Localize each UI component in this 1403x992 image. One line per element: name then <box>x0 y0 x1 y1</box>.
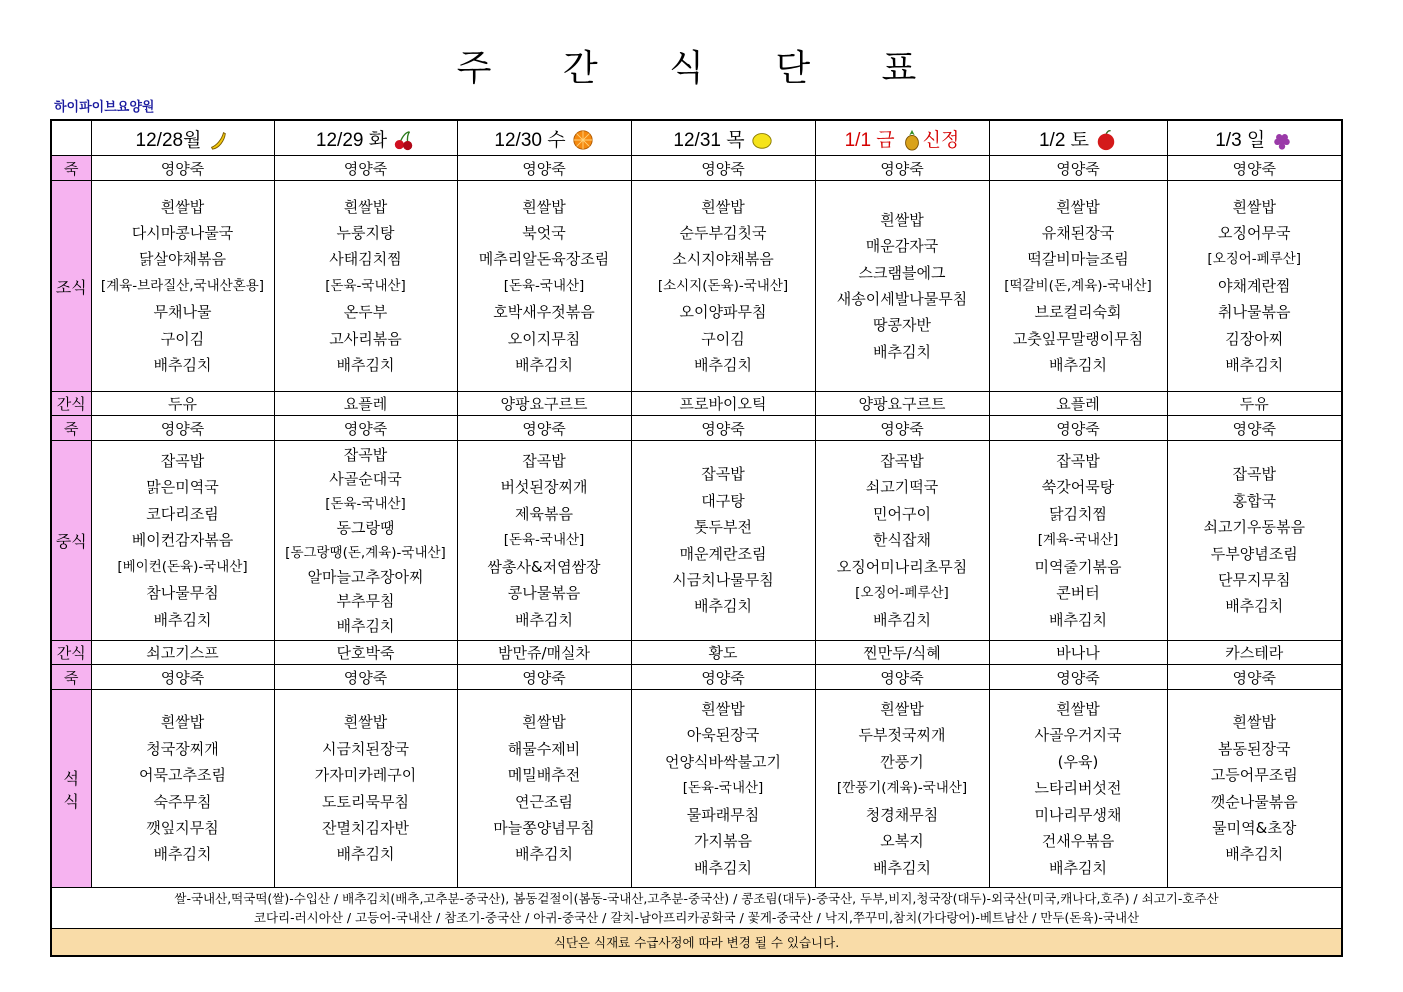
menu-cell: 영양죽 <box>274 416 457 441</box>
menu-cell: 영양죽 <box>457 665 631 690</box>
menu-cell: 영양죽 <box>1167 665 1342 690</box>
menu-cell: 찐만두/식혜 <box>815 641 989 665</box>
day-header-row <box>51 120 1342 156</box>
lunch-row <box>51 441 1342 641</box>
menu-cell: 영양죽 <box>631 156 815 181</box>
row-label: 중식 <box>51 441 91 641</box>
row-label: 죽 <box>51 156 91 181</box>
menu-cell: 흰쌀밥 순두부김칫국 소시지야채볶음 [소시지(돈육)-국내산] 오이양파무침 구이김 배추김치 <box>631 181 815 392</box>
menu-cell: 흰쌀밥 사골우거지국 (우육) 느타리버섯전 미나리무생채 건새우볶음 배추김치 <box>989 690 1167 888</box>
menu-cell: 영양죽 <box>274 665 457 690</box>
day-header: 1/2 토 <box>989 120 1167 156</box>
origin-info <box>51 888 1342 929</box>
day-header: 12/31 목 <box>631 120 815 156</box>
menu-cell: 단호박죽 <box>274 641 457 665</box>
menu-cell: 흰쌀밥 시금치된장국 가자미카레구이 도토리묵무침 잔멸치김자반 배추김치 <box>274 690 457 888</box>
origin-row <box>51 888 1342 929</box>
menu-cell: 흰쌀밥 누룽지탕 사태김치찜 [돈육-국내산] 온두부 고사리볶음 배추김치 <box>274 181 457 392</box>
menu-cell: 두유 <box>1167 392 1342 416</box>
juk-row <box>51 665 1342 690</box>
menu-cell: 영양죽 <box>457 416 631 441</box>
menu-cell: 흰쌀밥 다시마콩나물국 닭살야채볶음 [계육-브라질산,국내산혼용] 무채나물 구이김 배추김치 <box>91 181 274 392</box>
menu-cell: 황도 <box>631 641 815 665</box>
menu-cell: 흰쌀밥 봄동된장국 고등어무조림 깻순나물볶음 물미역&초장 배추김치 <box>1167 690 1342 888</box>
holiday-label: 신정 <box>922 129 960 151</box>
menu-cell: 영양죽 <box>815 665 989 690</box>
origin-line: 쌀-국내산,떡국떡(쌀)-수입산 / 배추김치(배추,고추분-중국산), 봄동겉절이(봄동-국내산,고추분-중국산) / 콩조림(대두)-중국산, 두부,비지,청국장(대두)-외국산(미국,캐나다,호주) / 쇠고기-호주산 <box>174 891 1219 906</box>
menu-cell: 잡곡밥 버섯된장찌개 제육볶음 [돈육-국내산] 쌈총사&저염쌈장 콩나물볶음 배추김치 <box>457 441 631 641</box>
menu-cell: 영양죽 <box>457 156 631 181</box>
menu-cell: 잡곡밥 대구탕 톳두부전 매운계란조림 시금치나물무침 배추김치 <box>631 441 815 641</box>
notice-row <box>51 929 1342 957</box>
day-header: 12/30 수 <box>457 120 631 156</box>
menu-cell: 양팡요구르트 <box>457 392 631 416</box>
grape-icon <box>1271 129 1293 151</box>
menu-cell: 흰쌀밥 유채된장국 떡갈비마늘조림 [떡갈비(돈,계육)-국내산] 브로컬리숙회 고춧잎무말랭이무침 배추김치 <box>989 181 1167 392</box>
menu-cell: 흰쌀밥 두부젓국찌개 깐풍기 [깐풍기(계육)-국내산] 청경채무침 오복지 배추김치 <box>815 690 989 888</box>
row-label: 간식 <box>51 641 91 665</box>
juk-row <box>51 416 1342 441</box>
menu-cell: 영양죽 <box>989 416 1167 441</box>
dinner-row <box>51 690 1342 888</box>
menu-cell: 흰쌀밥 오징어무국 [오징어-페루산] 야채계란찜 취나물볶음 김장아찌 배추김치 <box>1167 181 1342 392</box>
menu-cell: 영양죽 <box>274 156 457 181</box>
menu-cell: 영양죽 <box>91 156 274 181</box>
orange-icon <box>572 129 594 151</box>
snack-row <box>51 392 1342 416</box>
weekly-menu-table <box>50 119 1343 957</box>
menu-cell: 영양죽 <box>1167 156 1342 181</box>
menu-cell: 영양죽 <box>91 665 274 690</box>
menu-cell: 잡곡밥 홍합국 쇠고기우동볶음 두부양념조림 단무지무침 배추김치 <box>1167 441 1342 641</box>
menu-cell: 잡곡밥 쑥갓어묵탕 닭김치찜 [계육-국내산] 미역줄기볶음 콘버터 배추김치 <box>989 441 1167 641</box>
menu-cell: 요플레 <box>274 392 457 416</box>
row-label: 죽 <box>51 665 91 690</box>
menu-cell: 영양죽 <box>91 416 274 441</box>
row-label: 석 식 <box>51 690 91 888</box>
row-label: 간식 <box>51 392 91 416</box>
breakfast-row <box>51 181 1342 392</box>
menu-cell: 요플레 <box>989 392 1167 416</box>
day-header-holiday: 1/1 금 신정 <box>815 120 989 156</box>
menu-cell: 영양죽 <box>631 665 815 690</box>
day-header: 12/29 화 <box>274 120 457 156</box>
corner-cell <box>51 120 91 156</box>
menu-cell: 바나나 <box>989 641 1167 665</box>
menu-cell: 프로바이오틱 <box>631 392 815 416</box>
menu-cell: 밤만쥬/매실차 <box>457 641 631 665</box>
menu-cell: 잡곡밥 쇠고기떡국 민어구이 한식잡채 오징어미나리초무침 [오징어-페루산] 배추김치 <box>815 441 989 641</box>
row-label: 죽 <box>51 416 91 441</box>
row-label: 조식 <box>51 181 91 392</box>
notice-text: 식단은 식재료 수급사정에 따라 변경 될 수 있습니다. <box>51 929 1342 957</box>
menu-cell: 영양죽 <box>1167 416 1342 441</box>
menu-cell: 흰쌀밥 해물수제비 메밀배추전 연근조림 마늘쫑양념무침 배추김치 <box>457 690 631 888</box>
banana-icon <box>207 129 229 151</box>
menu-cell: 흰쌀밥 북엇국 메추리알돈육장조림 [돈육-국내산] 호박새우젓볶음 오이지무침 배추김치 <box>457 181 631 392</box>
menu-cell: 흰쌀밥 매운감자국 스크램블에그 새송이세발나물무침 땅콩자반 배추김치 <box>815 181 989 392</box>
day-header: 1/3 일 <box>1167 120 1342 156</box>
menu-cell: 흰쌀밥 아욱된장국 언양식바싹불고기 [돈육-국내산] 물파래무침 가지볶음 배추김치 <box>631 690 815 888</box>
organization-name: 하이파이브요양원 <box>54 100 155 115</box>
lemon-icon <box>751 129 773 151</box>
page-title: 주 간 식 단 표 <box>456 48 947 89</box>
menu-cell: 영양죽 <box>815 156 989 181</box>
menu-cell: 잡곡밥 맑은미역국 코다리조림 베이컨감자볶음 [베이컨(돈육)-국내산] 참나물무침 배추김치 <box>91 441 274 641</box>
menu-cell: 잡곡밥 사골순대국 [돈육-국내산] 동그랑땡 [동그랑땡(돈,계육)-국내산] 알마늘고추장아찌 부추무침 배추김치 <box>274 441 457 641</box>
menu-cell: 쇠고기스프 <box>91 641 274 665</box>
menu-cell: 흰쌀밥 청국장찌개 어묵고추조림 숙주무침 깻잎지무침 배추김치 <box>91 690 274 888</box>
menu-cell: 영양죽 <box>631 416 815 441</box>
origin-line: 코다리-러시아산 / 고등어-국내산 / 참조기-중국산 / 아귀-중국산 / 갈치-남아프리카공화국 / 꽃게-중국산 / 낙지,쭈꾸미,참치(가다랑어)-베트남산 / 만두(돈육)-국내산 <box>253 910 1140 925</box>
menu-cell: 영양죽 <box>989 665 1167 690</box>
menu-cell: 양팡요구르트 <box>815 392 989 416</box>
menu-cell: 영양죽 <box>989 156 1167 181</box>
menu-cell: 영양죽 <box>815 416 989 441</box>
menu-cell: 카스테라 <box>1167 641 1342 665</box>
cherry-icon <box>393 129 415 151</box>
pineapple-icon <box>901 129 923 151</box>
menu-cell: 두유 <box>91 392 274 416</box>
apple-icon <box>1095 129 1117 151</box>
snack-row <box>51 641 1342 665</box>
day-header: 12/28월 <box>91 120 274 156</box>
juk-row <box>51 156 1342 181</box>
